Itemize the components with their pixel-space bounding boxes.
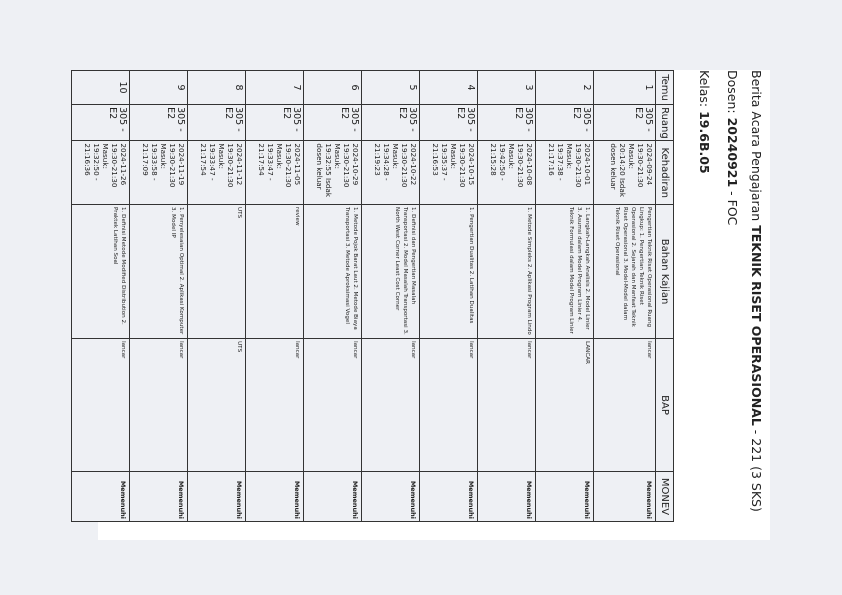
table-row (362, 71, 420, 522)
course-suffix: - 221 (3 SKS) (749, 425, 764, 512)
cell-ruang: 305 - E2 (536, 105, 594, 141)
cell-temu: 6 (304, 71, 362, 105)
cell-temu: 10 (72, 71, 130, 105)
kelas-value: 19.6B.05 (697, 111, 712, 174)
table-row (246, 71, 304, 522)
cell-kehadiran: 2024-11-05 19:30-21:30 Masuk: 19:33:47 - 21:17:54 (246, 141, 304, 205)
cell-kehadiran: 2024-11-19 19:30-21:30 Masuk: 19:33:58 - 21:17:09 (130, 141, 188, 205)
document-header (674, 70, 770, 540)
table-row (420, 71, 478, 522)
cell-temu: 5 (362, 71, 420, 105)
cell-bahan-kajian: 1. Definisi dan Pengertian Masalah Transportasi 2. Model Masalah Transportasi 3. North West Corner Least Cost Corner (362, 205, 420, 339)
cell-ruang: 305 - E2 (246, 105, 304, 141)
cell-kehadiran: 2024-10-22 19:30-21:30 Masuk: 19:34:28 - 21:19:23 (362, 141, 420, 205)
cell-bahan-kajian: review (246, 205, 304, 339)
cell-kehadiran: 2024-11-12 19:30-21:30 Masuk: 19:33:47 - 21:17:54 (188, 141, 246, 205)
header-ruang: Ruang (656, 105, 674, 141)
table-row (188, 71, 246, 522)
table-row (304, 71, 362, 522)
cell-bap: lancar (420, 339, 478, 472)
cell-ruang: 305 - E2 (478, 105, 536, 141)
cell-temu: 3 (478, 71, 536, 105)
cell-kehadiran: 2024-10-15 19:30-21:30 Masuk: 19:35:37 - 21:16:53 (420, 141, 478, 205)
cell-monev: Memenuhi (420, 471, 478, 521)
cell-monev: Memenuhi (304, 471, 362, 521)
cell-ruang: 305 - E2 (362, 105, 420, 141)
cell-bap: UTS (188, 339, 246, 472)
kelas-line (697, 70, 711, 174)
title-prefix: Berita Acara Pengajaran (749, 70, 764, 226)
document-sheet (83, 70, 770, 540)
table-row (594, 71, 656, 522)
cell-bap: lancar (72, 339, 130, 472)
cell-monev: Memenuhi (478, 471, 536, 521)
cell-bahan-kajian: 1. Metode Pojok Barat Laut 2. Metode Biaya Transportasi 3. Metode Aproksimasi Vogel (304, 205, 362, 339)
cell-bahan-kajian: 1. Definisi Metode Modified Distribution 2. Praktek Latihan Soal (72, 205, 130, 339)
cell-monev: Memenuhi (246, 471, 304, 521)
cell-temu: 1 (594, 71, 656, 105)
cell-temu: 8 (188, 71, 246, 105)
cell-monev: Memenuhi (536, 471, 594, 521)
cell-kehadiran: 2024-10-08 19:30-21:30 Masuk: 19:42:50 - 21:15:28 (478, 141, 536, 205)
header-monev: MONEV (656, 471, 674, 521)
cell-ruang: 305 - E2 (420, 105, 478, 141)
dosen-label: Dosen: (725, 70, 740, 118)
table-row (72, 71, 130, 522)
dosen-suffix: - FOC (725, 187, 740, 226)
header-bahan-kajian: Bahan Kajian (656, 205, 674, 339)
cell-ruang: 305 - E2 (72, 105, 130, 141)
header-kehadiran: Kehadiran (656, 141, 674, 205)
cell-monev: Memenuhi (130, 471, 188, 521)
header-temu: Temu (656, 71, 674, 105)
cell-bahan-kajian: UTS (188, 205, 246, 339)
cell-bap: lancar (594, 339, 656, 472)
cell-bahan-kajian: 1. Penyelesaian Optimal 2. Aplikasi Komputer 3. Model IP (130, 205, 188, 339)
cell-bahan-kajian: 1. Pengertian Dualitas 2. Latihan Dualitas (420, 205, 478, 339)
attendance-table (71, 70, 674, 522)
cell-temu: 2 (536, 71, 594, 105)
cell-ruang: 305 - E2 (594, 105, 656, 141)
cell-monev: Memenuhi (72, 471, 130, 521)
cell-bap: lancar (246, 339, 304, 472)
course-name: TEKNIK RISET OPERASIONAL (749, 225, 764, 426)
cell-bap: lancar (304, 339, 362, 472)
cell-bap: lancar (130, 339, 188, 472)
cell-bap: lancar (362, 339, 420, 472)
table-header-row (656, 71, 674, 522)
dosen-code: 20240921 (725, 117, 740, 188)
report-title (749, 70, 763, 512)
cell-ruang: 305 - E2 (130, 105, 188, 141)
cell-kehadiran: 2024-10-29 19:30-21:30 Masuk: 19:32:55 Isdak dosen keluar (304, 141, 362, 205)
kelas-label: Kelas: (697, 70, 712, 112)
cell-ruang: 305 - E2 (304, 105, 362, 141)
cell-ruang: 305 - E2 (188, 105, 246, 141)
cell-monev: Memenuhi (188, 471, 246, 521)
cell-temu: 4 (420, 71, 478, 105)
cell-bap: lancar (478, 339, 536, 472)
cell-monev: Memenuhi (362, 471, 420, 521)
cell-bahan-kajian: 1. Metode Simpleks 2. Aplikasi Program Lindo (478, 205, 536, 339)
cell-bahan-kajian: 1. Langkah-Langkah Analisis 2. Model Linier 3. Asumsi dalam Model Program Linier 4. Teknik Formulasi dalam Model Program Linier (536, 205, 594, 339)
cell-kehadiran: 2024-11-26 19:30-21:30 Masuk: 19:32:50 - 21:16:36 (72, 141, 130, 205)
cell-kehadiran: 2024-10-01 19:30-21:30 Masuk: 19:37:38 - 21:17:16 (536, 141, 594, 205)
dosen-line (725, 70, 739, 225)
cell-bap: LANCAR (536, 339, 594, 472)
table-row (478, 71, 536, 522)
cell-temu: 9 (130, 71, 188, 105)
cell-temu: 7 (246, 71, 304, 105)
cell-kehadiran: 2024-09-24 19:30-21:30 Masuk: 20:14:20 Isdak dosen keluar (594, 141, 656, 205)
table-row (536, 71, 594, 522)
table-row (130, 71, 188, 522)
header-bap: BAP (656, 339, 674, 472)
cell-monev: Memenuhi (594, 471, 656, 521)
cell-bahan-kajian: Pengertian Teknik Riset Operasional Ruang Lingkup: 1. Pengertian Teknik Riset Operasional 2. Sejarah dan Manfaat Teknik Riset Operasional 3. Model-Model dalam Teknik Riset Operasional (594, 205, 656, 339)
